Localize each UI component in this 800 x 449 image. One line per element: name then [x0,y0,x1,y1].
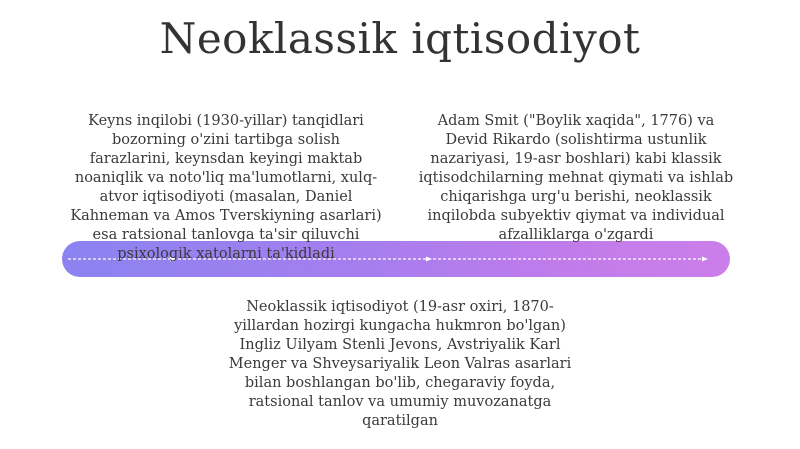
text-block-bottom: Neoklassik iqtisodiyot (19-asr oxiri, 1870-yillardan hozirgi kungacha hukmron bo'lgan) Ingliz Uilyam Stenli Jevons, Avstriyalik Karl Menger va Shveysariyalik Leon Valras asarlari bilan boshlangan bo'lib, chegaraviy foyda, ratsional tanlov va umumiy muvozanatga qaratilgan [228,299,572,429]
text-block-left: Keyns inqilobi (1930-yillar) tanqidlari bozorning o'zini tartibga solish farazlarini, keynsdan keyingi maktab noaniqlik va noto'liq ma'lumotlarni, xulq-atvor iqtisodiyoti (masalan, Daniel Kahneman va Amos Tverskiyning asarlari) esa ratsional tanlovga ta'sir qiluvchi psixologik xatolarni ta'kidladi [70,113,382,262]
timeline-arrowhead-3 [702,257,708,262]
text-block-right: Adam Smit ("Boylik xaqida", 1776) va Devid Rikardo (solishtirma ustunlik nazariyasi, 19-asr boshlari) kabi klassik iqtisodchilarning mehnat qiymati va ishlab chiqarishga urg'u berishi, neoklassik inqilobda subyektiv qiymat va individual afzalliklarga o'zgardi [418,113,734,243]
timeline-arrowhead-2 [426,257,432,262]
page-title: Neoklassik iqtisodiyot [159,14,641,63]
